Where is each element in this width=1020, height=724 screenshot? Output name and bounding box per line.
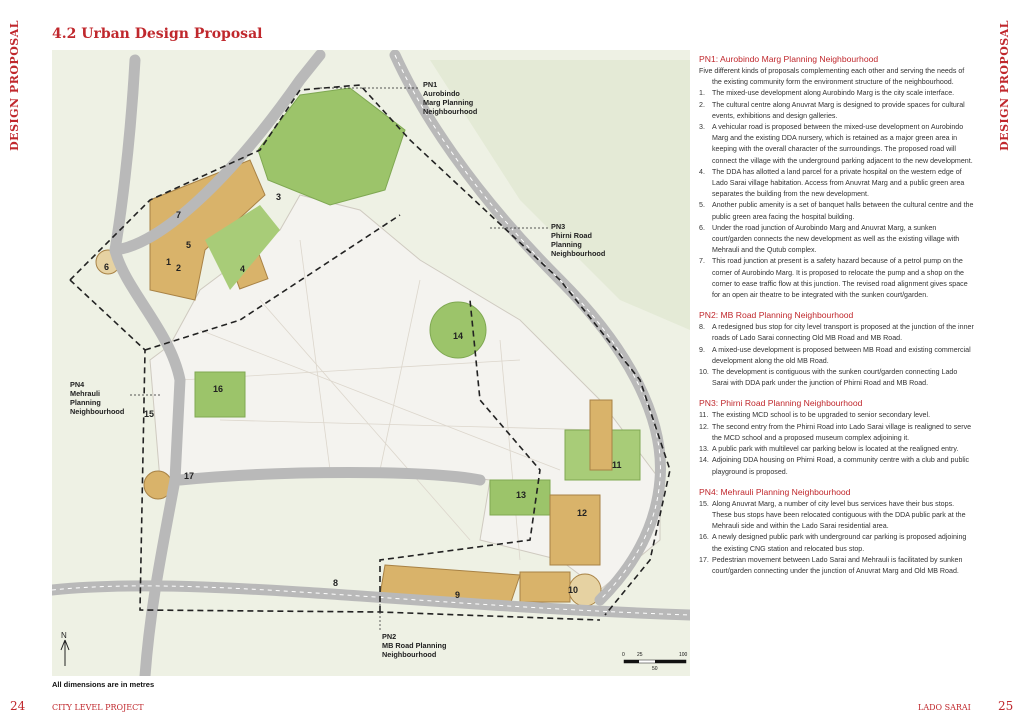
proposal-number: 14: [453, 331, 464, 341]
annotation-line: PN4: [70, 380, 85, 389]
proposal-number: 11: [612, 460, 622, 470]
item-text: A public park with multilevel car parking below is located at the realigned entry.: [712, 445, 959, 454]
item-text: This road junction at present is a safety hazard because of a petrol pump on the corner of Aurobindo Marg. It is proposed to relocate the pump and a shop on the corner to ease traffic flow at this junction. The revised road alignment gives space for an open air theatre to be integrated with the sunken court/garden.: [712, 257, 968, 300]
page-number-right: 25: [998, 699, 1014, 713]
item-text: Pedestrian movement between Lado Sarai and Mehrauli is facilitated by sunken court/garden connecting under the junction of Anuvrat Marg and Old MB Road.: [712, 555, 963, 575]
annotation-line: Phirni Road: [551, 231, 592, 240]
item-text: Under the road junction of Aurobindo Marg and Anuvrat Marg, a sunken court/garden connects the new development as well as the existing village with Mehrauli and the Qutub complex.: [712, 223, 960, 255]
proposal-number: 16: [213, 384, 224, 394]
list-item: [699, 422, 975, 444]
annotation-line: MB Road Planning: [382, 641, 447, 650]
list-item: [699, 167, 975, 201]
item-text: A mixed-use development is proposed between MB Road and existing commercial development along the old MB Road.: [712, 345, 971, 365]
item-text: Adjoining DDA housing on Phirni Road, a community centre with a club and public playground is proposed.: [712, 456, 970, 476]
annotation-pn1: [423, 80, 477, 116]
annotation-line: Marg Planning: [423, 98, 474, 107]
annotation-pn3: [551, 222, 605, 258]
proposal-number: 9: [455, 590, 461, 600]
school-block: [590, 400, 612, 470]
item-number: 15.: [699, 499, 709, 508]
annotation-line: PN1: [423, 80, 438, 89]
scale-tick: 50: [652, 666, 658, 672]
item-text: A vehicular road is proposed between the mixed-use development on Aurobindo Marg and the existing DDA nursery, which is retained as a major green area in keeping with the overall character of the surroundings. The proposed road will connect the village with the underground parking adjacent to the new development.: [712, 123, 973, 165]
item-text: The second entry from the Phirni Road into Lado Sarai village is realigned to serve the MCD school and a proposed museum complex adjoining it.: [712, 422, 972, 442]
item-number: 17.: [699, 555, 709, 564]
footer-right-label: LADO SARAI: [918, 703, 971, 712]
north-arrow-icon: [61, 631, 69, 666]
scale-tick: 25: [637, 652, 643, 658]
section-heading: PN3: Phirni Road Planning Neighbourhood: [699, 398, 863, 409]
proposal-number: 8: [333, 578, 339, 588]
school-museum: [550, 495, 600, 565]
north-label: N: [61, 631, 67, 640]
list-item: [699, 256, 975, 301]
item-number: 1.: [699, 89, 705, 98]
list-item: [699, 455, 975, 477]
annotation-line: Neighbourhood: [70, 407, 125, 416]
item-text: A redesigned bus stop for city level transport is proposed at the junction of the inner roads of Lado Sarai connecting Old MB Road and MB Road.: [712, 323, 974, 343]
annotation-line: Aurobindo: [423, 89, 460, 98]
list-item: [699, 532, 975, 554]
item-number: 4.: [699, 167, 705, 176]
page-number-left: 24: [10, 699, 26, 713]
scale-tick: 100: [679, 652, 688, 658]
section-heading: PN4: Mehrauli Planning Neighbourhood: [699, 486, 851, 497]
item-number: 6.: [699, 223, 705, 232]
list-item: [699, 499, 975, 533]
proposal-number: 5: [186, 240, 192, 250]
proposal-number: 12: [577, 508, 588, 518]
item-text: The DDA has allotted a land parcel for a private hospital on the western edge of Lado Sarai village habitation. Access from Anuvrat Marg and a public green area separates the building from the new development.: [712, 167, 965, 199]
proposal-number: 6: [104, 262, 110, 272]
item-text: Another public amenity is a set of banquet halls between the cultural centre and the public green area facing the hospital building.: [712, 201, 974, 221]
list-item: [699, 444, 975, 455]
item-number: 8.: [699, 323, 705, 332]
item-number: 5.: [699, 201, 705, 210]
item-number: 12.: [699, 422, 709, 431]
item-number: 11.: [699, 411, 709, 420]
proposal-number: 3: [276, 192, 282, 202]
proposal-number: 1: [166, 257, 172, 267]
text-section: [699, 398, 975, 477]
list-item: [699, 555, 975, 577]
item-number: 10.: [699, 368, 709, 377]
proposal-number: 13: [516, 490, 527, 500]
list-item: [699, 410, 975, 421]
annotation-pn2: [382, 632, 446, 659]
list-item: [699, 100, 975, 122]
annotation-line: Neighbourhood: [423, 107, 478, 116]
proposal-number: 7: [176, 210, 182, 220]
item-number: 2.: [699, 100, 705, 109]
item-text: The existing MCD school is to be upgraded to senior secondary level.: [712, 411, 931, 420]
item-number: 3.: [699, 123, 705, 132]
annotation-line: Mehrauli: [70, 389, 101, 398]
item-number: 9.: [699, 345, 705, 354]
list-item: [699, 322, 975, 344]
proposal-number: 17: [184, 471, 195, 481]
item-text: The development is contiguous with the sunken court/garden connecting Lado Sarai with DDA park under the junction of Phirni Road and MB Road.: [712, 368, 958, 388]
item-text: Along Anuvrat Marg, a number of city level bus services have their bus stops. These bus stops have been relocated contiguous with the DDA public park at the Mehrauli side and within the Lado Sarai residential area.: [712, 499, 966, 531]
footer-left-label: CITY LEVEL PROJECT: [52, 703, 144, 712]
list-item: [699, 223, 975, 257]
section-heading: PN1: Aurobindo Marg Planning Neighbourhood: [699, 54, 879, 64]
annotation-line: PN2: [382, 632, 397, 641]
annotation-line: Neighbourhood: [551, 249, 606, 258]
list-item: [699, 122, 975, 167]
map-drawing: [52, 50, 690, 676]
proposal-number: 2: [176, 263, 182, 273]
list-item: [699, 345, 975, 367]
annotation-line: Planning: [551, 240, 582, 249]
side-label-right: DESIGN PROPOSAL: [998, 20, 1011, 151]
item-text: A newly designed public park with underground car parking is proposed adjoining the existing CNG station and relocated bus stop.: [712, 533, 967, 553]
item-number: 14.: [699, 456, 709, 465]
scale-bar: [622, 652, 688, 672]
proposal-description: [699, 54, 975, 586]
item-number: 13.: [699, 445, 709, 454]
bus-stop-block: [520, 572, 570, 602]
annotation-line: Planning: [70, 398, 101, 407]
item-number: 16.: [699, 533, 709, 542]
item-text: The mixed-use development along Aurobindo Marg is the city scale interface.: [712, 89, 955, 98]
annotation-line: Neighbourhood: [382, 650, 437, 659]
text-section: [699, 310, 975, 389]
item-number: 7.: [699, 257, 705, 266]
annotation-line: PN3: [551, 222, 566, 231]
annotation-pn4: [70, 380, 124, 416]
page-title: 4.2 Urban Design Proposal: [52, 26, 263, 42]
community-park: [430, 302, 486, 358]
list-item: [699, 200, 975, 222]
text-section: [699, 487, 975, 577]
proposal-number: 15: [144, 409, 155, 419]
text-section: [699, 54, 975, 301]
urban-design-map: [52, 50, 690, 676]
list-item: [699, 367, 975, 389]
side-label-left: DESIGN PROPOSAL: [8, 20, 21, 151]
dimensions-note: All dimensions are in metres: [52, 680, 155, 689]
proposal-number: 4: [240, 264, 246, 274]
section-heading: PN2: MB Road Planning Neighbourhood: [699, 310, 854, 321]
park-16: [195, 372, 245, 417]
item-text: The cultural centre along Anuvrat Marg is designed to provide spaces for cultural events, exhibitions and design galleries.: [712, 100, 965, 120]
scale-tick: 0: [622, 652, 625, 658]
proposal-number: 10: [568, 585, 579, 595]
section-intro: Five different kinds of proposals complementing each other and serving the needs of the existing community form the environment structure of the neighbourhood.: [699, 67, 965, 87]
list-item: [699, 88, 975, 99]
